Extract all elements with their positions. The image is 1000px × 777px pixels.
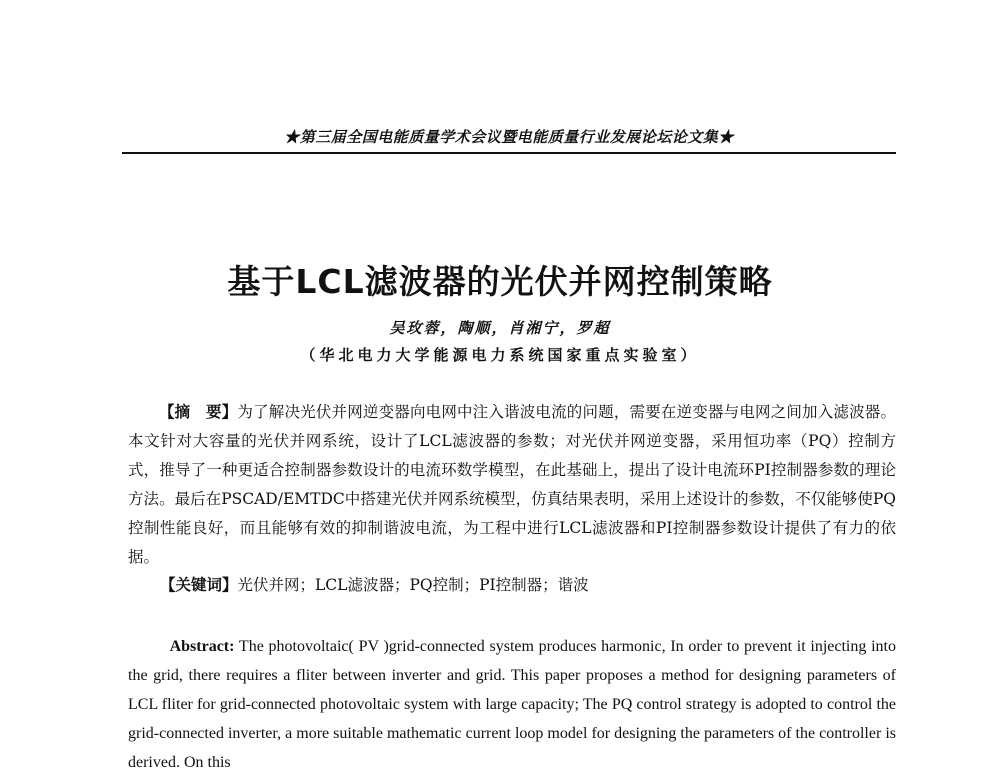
abstract-chinese-text: 为了解决光伏并网逆变器向电网中注入谐波电流的问题，需要在逆变器与电网之间加入滤波器。本文针对大容量的光伏并网系统，设计了LCL滤波器的参数；对光伏并网逆变器，采用恒功率（PQ）控制方式，推导了一种更适合控制器参数设计的电流环数学模型，在此基础上，提出了设计电流环PI控制器参数的理论方法。最后在PSCAD/EMTDC中搭建光伏并网系统模型，仿真结果表明，采用上述设计的参数，不仅能够使PQ控制性能良好，而且能够有效的抑制谐波电流，为工程中进行LCL滤波器和PI控制器参数设计提供了有力的依据。 xyxy=(128,403,896,566)
abstract-chinese-label: 【摘 要】 xyxy=(159,403,238,421)
abstract-chinese xyxy=(128,398,896,572)
running-header: ★第三届全国电能质量学术会议暨电能质量行业发展论坛论文集★ xyxy=(284,128,734,146)
paper-title: 基于LCL滤波器的光伏并网控制策略 xyxy=(227,262,773,301)
abstract-english xyxy=(128,632,896,777)
abstract-english-text: The photovoltaic( PV )grid-connected system produces harmonic, In order to prevent it injecting into the grid, there requires a fliter between inverter and grid. This paper proposes a method for designing parameters of LCL fliter for grid-connected photovoltaic system with large capacity; The PQ control strategy is adopted to control the grid-connected inverter, a more suitable mathematic current loop model for designing the parameters of the controller is derived. On this xyxy=(128,638,896,771)
paper-affiliation: （华北电力大学能源电力系统国家重点实验室） xyxy=(300,346,700,364)
keywords-chinese-label: 【关键词】 xyxy=(160,576,238,594)
header-rule xyxy=(122,152,896,154)
abstract-english-label: Abstract: xyxy=(169,638,235,655)
keywords-chinese-text: 光伏并网；LCL滤波器；PQ控制；PI控制器；谐波 xyxy=(237,576,589,594)
keywords-chinese xyxy=(160,571,896,600)
paper-authors: 吴玫蓉，陶顺，肖湘宁，罗超 xyxy=(389,319,611,337)
